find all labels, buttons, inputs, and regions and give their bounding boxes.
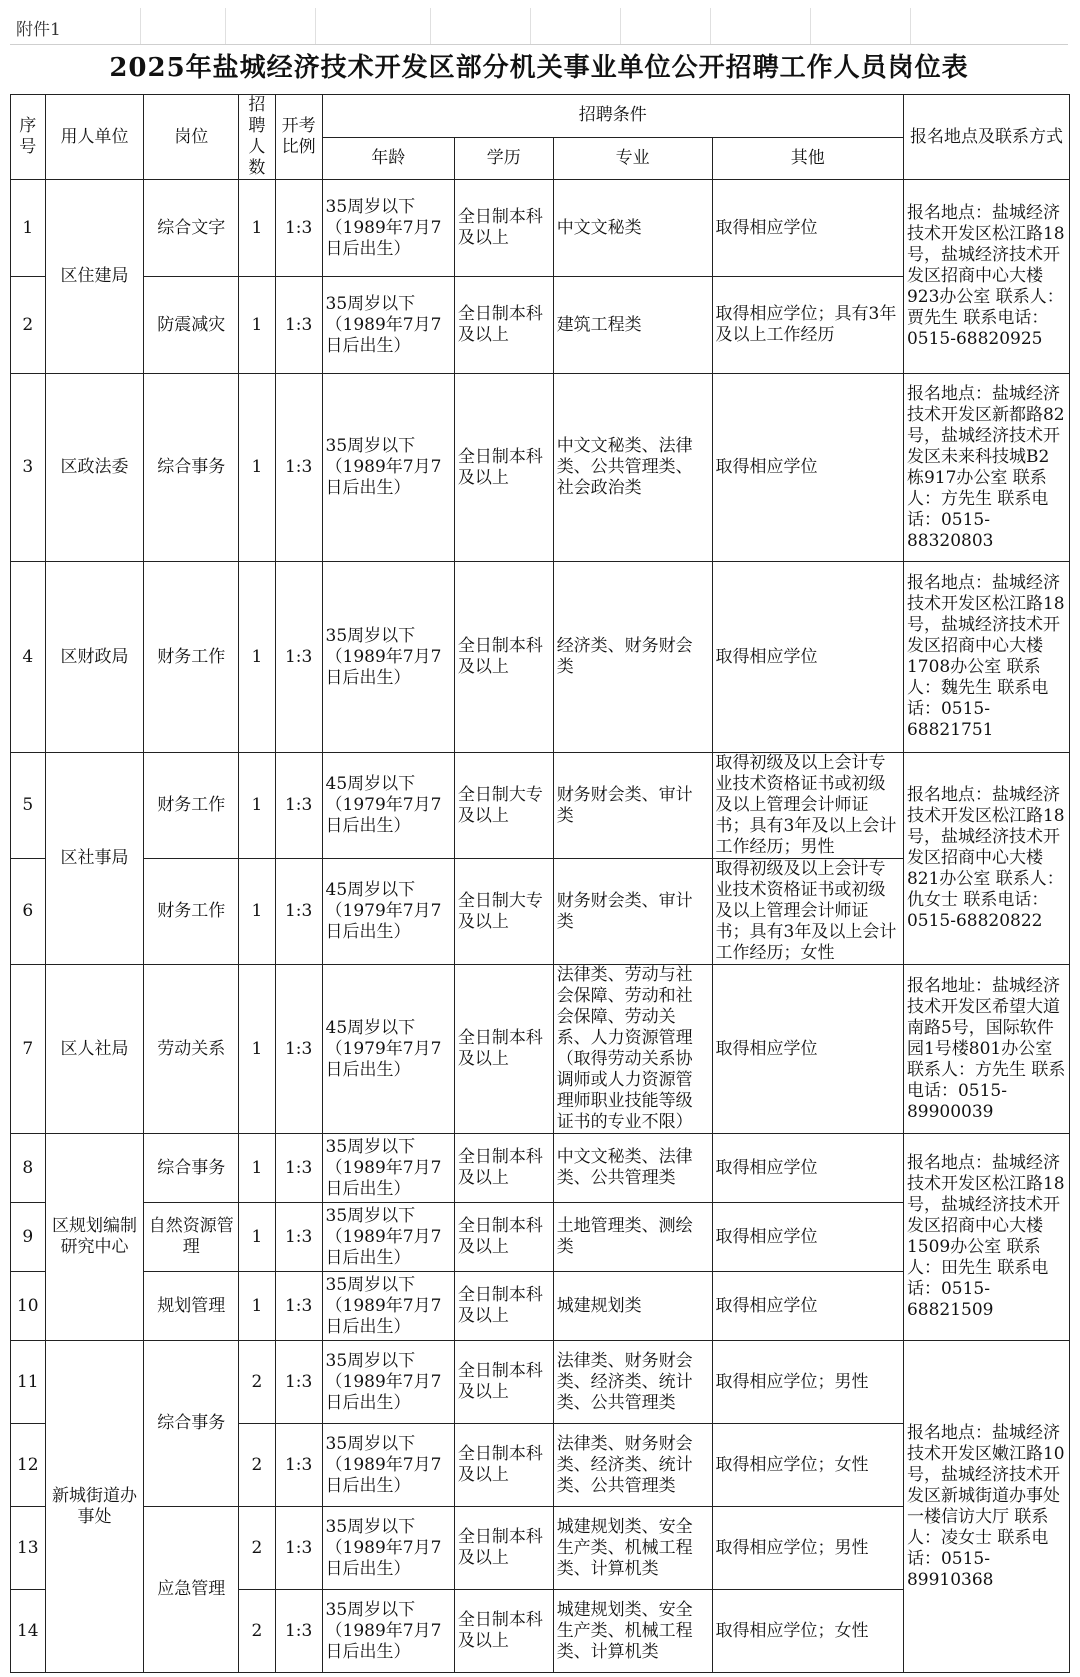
ratio-cell: 1:3: [275, 1203, 322, 1272]
seq-cell: 1: [11, 180, 46, 277]
seq-cell: 8: [11, 1134, 46, 1203]
recruitment-table: [10, 94, 1070, 1673]
age-cell: 35周岁以下（1989年7月7日后出生）: [322, 1134, 454, 1203]
age-cell: 45周岁以下（1979年7月7日后出生）: [322, 965, 454, 1134]
seq-cell: 12: [11, 1424, 46, 1507]
major-cell: 中文文秘类、法律类、公共管理类、社会政治类: [553, 374, 712, 562]
table-row: [11, 1341, 1070, 1424]
sheet-grid-line: [810, 8, 811, 44]
edu-cell: 全日制大专及以上: [454, 859, 553, 965]
unit-cell: 区人社局: [45, 965, 144, 1134]
count-cell: 1: [239, 753, 276, 859]
age-cell: 35周岁以下（1989年7月7日后出生）: [322, 1424, 454, 1507]
other-cell: 取得相应学位: [712, 1272, 903, 1341]
seq-cell: 2: [11, 277, 46, 374]
unit-cell: 区政法委: [45, 374, 144, 562]
other-cell: 取得相应学位；女性: [712, 1590, 903, 1673]
edu-cell: 全日制本科及以上: [454, 277, 553, 374]
count-cell: 1: [239, 1203, 276, 1272]
sheet-grid-line: [315, 8, 316, 44]
age-cell: 45周岁以下（1979年7月7日后出生）: [322, 753, 454, 859]
contact-cell: 报名地点：盐城经济技术开发区松江路18号，盐城经济技术开发区招商中心大楼923办公室 联系人：贾先生 联系电话：0515-68820925: [903, 180, 1069, 374]
post-cell: 财务工作: [144, 753, 239, 859]
major-cell: 城建规划类、安全生产类、机械工程类、计算机类: [553, 1590, 712, 1673]
major-cell: 法律类、财务财会类、经济类、统计类、公共管理类: [553, 1424, 712, 1507]
other-cell: 取得相应学位: [712, 374, 903, 562]
count-cell: 2: [239, 1424, 276, 1507]
major-cell: 中文文秘类、法律类、公共管理类: [553, 1134, 712, 1203]
header-post: 岗位: [144, 95, 239, 180]
edu-cell: 全日制本科及以上: [454, 180, 553, 277]
header-conditions: 招聘条件: [322, 95, 903, 138]
ratio-cell: 1:3: [275, 1424, 322, 1507]
ratio-cell: 1:3: [275, 1341, 322, 1424]
other-cell: 取得相应学位: [712, 1203, 903, 1272]
age-cell: 35周岁以下（1989年7月7日后出生）: [322, 562, 454, 753]
sheet-grid-line: [225, 8, 226, 44]
other-cell: 取得初级及以上会计专业技术资格证书或初级及以上管理会计师证书；具有3年及以上会计工作经历；男性: [712, 753, 903, 859]
header-unit: 用人单位: [45, 95, 144, 180]
table-row: [11, 965, 1070, 1134]
major-cell: 城建规划类、安全生产类、机械工程类、计算机类: [553, 1507, 712, 1590]
ratio-cell: 1:3: [275, 859, 322, 965]
unit-cell: 区规划编制研究中心: [45, 1134, 144, 1341]
header-count: 招聘人数: [239, 95, 276, 180]
sheet-grid-line: [620, 8, 621, 44]
seq-cell: 9: [11, 1203, 46, 1272]
major-cell: 法律类、劳动与社会保障、劳动和社会保障、劳动关系、人力资源管理（取得劳动关系协调师或人力资源管理师职业技能等级证书的专业不限）: [553, 965, 712, 1134]
header-edu: 学历: [454, 137, 553, 180]
edu-cell: 全日制本科及以上: [454, 965, 553, 1134]
seq-cell: 13: [11, 1507, 46, 1590]
count-cell: 1: [239, 374, 276, 562]
other-cell: 取得相应学位；具有3年及以上工作经历: [712, 277, 903, 374]
major-cell: 法律类、财务财会类、经济类、统计类、公共管理类: [553, 1341, 712, 1424]
contact-cell: 报名地点：盐城经济技术开发区松江路18号，盐城经济技术开发区招商中心大楼1509办公室 联系人：田先生 联系电话：0515-68821509: [903, 1134, 1069, 1341]
edu-cell: 全日制大专及以上: [454, 753, 553, 859]
count-cell: 2: [239, 1507, 276, 1590]
unit-cell: 区社事局: [45, 753, 144, 965]
ratio-cell: 1:3: [275, 965, 322, 1134]
sheet-grid-line: [530, 8, 531, 44]
header-age: 年龄: [322, 137, 454, 180]
post-cell: 综合事务: [144, 1341, 239, 1507]
post-cell: 财务工作: [144, 859, 239, 965]
post-cell: 财务工作: [144, 562, 239, 753]
sheet-grid-line: [140, 8, 141, 44]
age-cell: 35周岁以下（1989年7月7日后出生）: [322, 1590, 454, 1673]
post-cell: 综合事务: [144, 374, 239, 562]
edu-cell: 全日制本科及以上: [454, 1507, 553, 1590]
age-cell: 35周岁以下（1989年7月7日后出生）: [322, 180, 454, 277]
header-seq: 序号: [11, 95, 46, 180]
header-row-top: [11, 95, 1070, 138]
count-cell: 1: [239, 277, 276, 374]
age-cell: 45周岁以下（1979年7月7日后出生）: [322, 859, 454, 965]
post-cell: 规划管理: [144, 1272, 239, 1341]
edu-cell: 全日制本科及以上: [454, 1590, 553, 1673]
edu-cell: 全日制本科及以上: [454, 1341, 553, 1424]
count-cell: 2: [239, 1590, 276, 1673]
edu-cell: 全日制本科及以上: [454, 1203, 553, 1272]
contact-cell: 报名地点：盐城经济技术开发区松江路18号，盐城经济技术开发区招商中心大楼821办公室 联系人：仇女士 联系电话：0515-68820822: [903, 753, 1069, 965]
edu-cell: 全日制本科及以上: [454, 1134, 553, 1203]
header-other: 其他: [712, 137, 903, 180]
unit-cell: 区住建局: [45, 180, 144, 374]
other-cell: 取得相应学位: [712, 180, 903, 277]
ratio-cell: 1:3: [275, 1507, 322, 1590]
count-cell: 1: [239, 965, 276, 1134]
age-cell: 35周岁以下（1989年7月7日后出生）: [322, 1272, 454, 1341]
post-cell: 自然资源管理: [144, 1203, 239, 1272]
sheet-grid-line: [710, 8, 711, 44]
table-row: [11, 562, 1070, 753]
ratio-cell: 1:3: [275, 1134, 322, 1203]
other-cell: 取得相应学位: [712, 562, 903, 753]
other-cell: 取得相应学位；男性: [712, 1507, 903, 1590]
contact-cell: 报名地点：盐城经济技术开发区嫩江路10号，盐城经济技术开发区新城街道办事处一楼信访大厅 联系人：凌女士 联系电话：0515-89910368: [903, 1341, 1069, 1673]
table-row: [11, 753, 1070, 859]
seq-cell: 3: [11, 374, 46, 562]
count-cell: 2: [239, 1341, 276, 1424]
seq-cell: 6: [11, 859, 46, 965]
other-cell: 取得相应学位: [712, 965, 903, 1134]
ratio-cell: 1:3: [275, 180, 322, 277]
contact-cell: 报名地址：盐城经济技术开发区希望大道南路5号，国际软件园1号楼801办公室 联系人：方先生 联系电话：0515-89900039: [903, 965, 1069, 1134]
edu-cell: 全日制本科及以上: [454, 562, 553, 753]
ratio-cell: 1:3: [275, 562, 322, 753]
seq-cell: 10: [11, 1272, 46, 1341]
table-row: [11, 180, 1070, 277]
count-cell: 1: [239, 562, 276, 753]
ratio-cell: 1:3: [275, 1590, 322, 1673]
attachment-header-row: [10, 8, 1068, 45]
ratio-cell: 1:3: [275, 277, 322, 374]
seq-cell: 4: [11, 562, 46, 753]
other-cell: 取得初级及以上会计专业技术资格证书或初级及以上管理会计师证书；具有3年及以上会计工作经历；女性: [712, 859, 903, 965]
contact-cell: 报名地点：盐城经济技术开发区新都路82号，盐城经济技术开发区未来科技城B2栋917办公室 联系人：方先生 联系电话：0515-88320803: [903, 374, 1069, 562]
other-cell: 取得相应学位；女性: [712, 1424, 903, 1507]
seq-cell: 7: [11, 965, 46, 1134]
header-ratio: 开考比例: [275, 95, 322, 180]
document-title: 2025年盐城经济技术开发区部分机关事业单位公开招聘工作人员岗位表: [109, 53, 969, 83]
post-cell: 防震减灾: [144, 277, 239, 374]
age-cell: 35周岁以下（1989年7月7日后出生）: [322, 1341, 454, 1424]
post-cell: 综合文字: [144, 180, 239, 277]
table-row: [11, 1134, 1070, 1203]
age-cell: 35周岁以下（1989年7月7日后出生）: [322, 1507, 454, 1590]
unit-cell: 新城街道办事处: [45, 1341, 144, 1673]
attachment-label: 附件1: [16, 20, 61, 40]
header-major: 专业: [553, 137, 712, 180]
ratio-cell: 1:3: [275, 753, 322, 859]
count-cell: 1: [239, 180, 276, 277]
other-cell: 取得相应学位；男性: [712, 1341, 903, 1424]
header-contact: 报名地点及联系方式: [903, 95, 1069, 180]
count-cell: 1: [239, 1134, 276, 1203]
edu-cell: 全日制本科及以上: [454, 1424, 553, 1507]
post-cell: 综合事务: [144, 1134, 239, 1203]
contact-cell: 报名地点：盐城经济技术开发区松江路18号，盐城经济技术开发区招商中心大楼1708办公室 联系人：魏先生 联系电话：0515-68821751: [903, 562, 1069, 753]
seq-cell: 5: [11, 753, 46, 859]
major-cell: 经济类、财务财会类: [553, 562, 712, 753]
sheet-grid-line: [430, 8, 431, 44]
major-cell: 建筑工程类: [553, 277, 712, 374]
major-cell: 财务财会类、审计类: [553, 753, 712, 859]
post-cell: 应急管理: [144, 1507, 239, 1673]
count-cell: 1: [239, 859, 276, 965]
age-cell: 35周岁以下（1989年7月7日后出生）: [322, 374, 454, 562]
major-cell: 财务财会类、审计类: [553, 859, 712, 965]
other-cell: 取得相应学位: [712, 1134, 903, 1203]
table-row: [11, 374, 1070, 562]
major-cell: 土地管理类、测绘类: [553, 1203, 712, 1272]
edu-cell: 全日制本科及以上: [454, 374, 553, 562]
age-cell: 35周岁以下（1989年7月7日后出生）: [322, 277, 454, 374]
sheet-grid-line: [910, 8, 911, 44]
post-cell: 劳动关系: [144, 965, 239, 1134]
major-cell: 中文文秘类: [553, 180, 712, 277]
age-cell: 35周岁以下（1989年7月7日后出生）: [322, 1203, 454, 1272]
edu-cell: 全日制本科及以上: [454, 1272, 553, 1341]
ratio-cell: 1:3: [275, 374, 322, 562]
ratio-cell: 1:3: [275, 1272, 322, 1341]
seq-cell: 11: [11, 1341, 46, 1424]
unit-cell: 区财政局: [45, 562, 144, 753]
seq-cell: 14: [11, 1590, 46, 1673]
count-cell: 1: [239, 1272, 276, 1341]
major-cell: 城建规划类: [553, 1272, 712, 1341]
